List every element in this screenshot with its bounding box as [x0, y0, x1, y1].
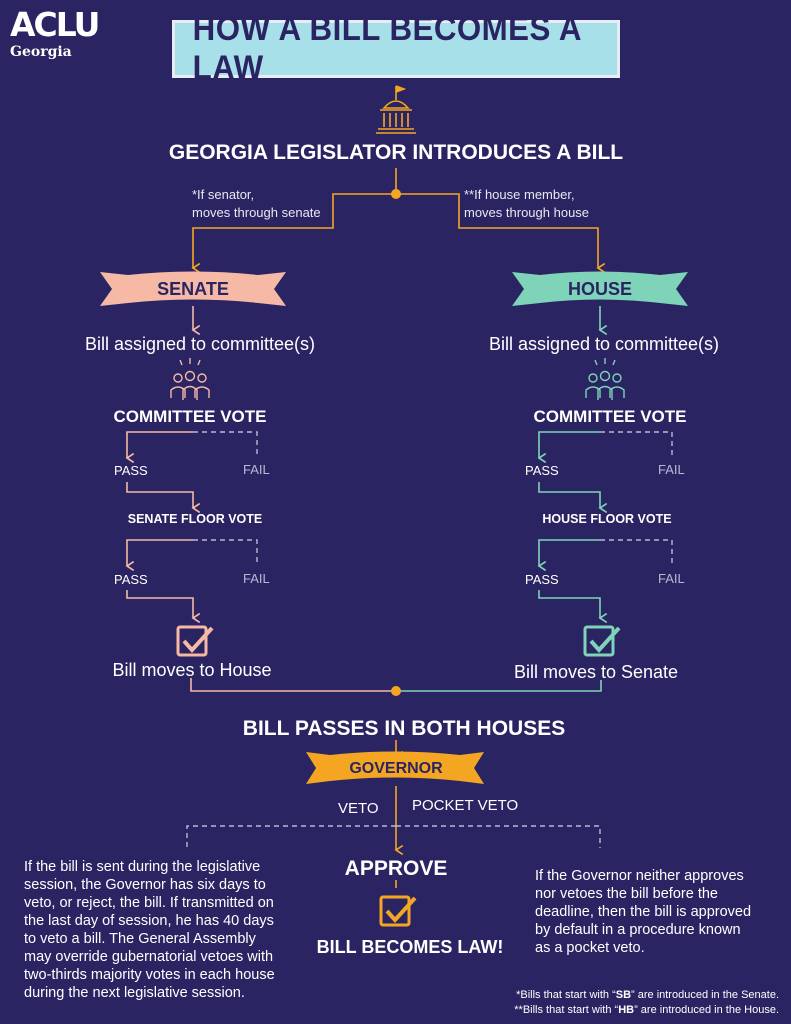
footnote-text: *Bills that start with “ — [516, 989, 616, 1001]
house-committee-assignment: Bill assigned to committee(s) — [488, 334, 720, 354]
senate-committee-group-icon — [171, 358, 209, 400]
pocket-veto-label: POCKET VETO — [412, 797, 519, 814]
aclu-logo: ACLU — [10, 5, 99, 44]
law-checkbox-check-icon — [381, 897, 415, 925]
veto-text-line: two-thirds majority votes in each house — [24, 967, 275, 983]
senate-banner-label: SENATE — [157, 279, 229, 299]
house-committee-vote: COMMITTEE VOTE — [533, 407, 687, 426]
both-houses-heading: BILL PASSES IN BOTH HOUSES — [242, 717, 566, 740]
footnote-sb — [514, 988, 779, 1003]
house-result: Bill moves to Senate — [513, 662, 679, 682]
footnote-code: SB — [615, 989, 632, 1001]
pocket-text-line: nor vetoes the bill before the — [535, 886, 718, 902]
pocket-text-line: by default in a procedure known — [535, 922, 741, 938]
veto-explanation — [24, 858, 324, 1002]
footnote-text: ” are introduced in the House. — [634, 1004, 779, 1016]
veto-text-line: may override gubernatorial vetoes with — [24, 949, 274, 965]
house-banner-label: HOUSE — [567, 279, 633, 299]
house-note — [464, 186, 589, 222]
senate-note-line: *If senator, — [192, 187, 255, 202]
page-title: HOW A BILL BECOMES A LAW — [192, 10, 581, 87]
house-note-line: **If house member, — [464, 187, 575, 202]
veto-text-line: session, the Governor has six days to — [24, 877, 266, 893]
footnote-text: **Bills that start with “ — [514, 1004, 619, 1016]
house-fail-2: FAIL — [658, 571, 685, 586]
veto-label: VETO — [338, 800, 379, 817]
veto-text-line: the last day of session, he has 40 days — [24, 913, 274, 929]
senate-fail-1: FAIL — [243, 462, 270, 477]
veto-text-line: to veto a bill. The General Assembly — [24, 931, 256, 947]
footnote-code: HB — [618, 1004, 635, 1016]
pocket-text-line: deadline, then the bill is approved — [535, 904, 752, 920]
pocket-veto-explanation — [535, 867, 775, 957]
senate-pass-1: PASS — [114, 463, 148, 478]
veto-text-line: If the bill is sent during the legislative — [24, 859, 261, 875]
senate-note-line: moves through senate — [192, 205, 321, 220]
aclu-logo-subtitle: Georgia — [10, 44, 72, 60]
house-fail-1: FAIL — [658, 462, 685, 477]
senate-fail-2: FAIL — [243, 571, 270, 586]
veto-text-line: veto, or reject, the bill. If transmitted on — [24, 895, 274, 911]
house-pass-2: PASS — [525, 572, 559, 587]
senate-result: Bill moves to House — [112, 660, 272, 680]
house-pass-1: PASS — [525, 463, 559, 478]
governor-banner-label: GOVERNOR — [349, 760, 443, 777]
title-box — [172, 10, 620, 87]
senate-floor-vote: SENATE FLOOR VOTE — [127, 512, 263, 526]
approve-heading: APPROVE — [344, 857, 448, 880]
house-floor-vote: HOUSE FLOOR VOTE — [542, 512, 672, 526]
capitol-icon — [376, 86, 416, 133]
house-note-line: moves through house — [464, 205, 590, 220]
footnote-text: ” are introduced in the Senate. — [631, 989, 779, 1001]
intro-heading: GEORGIA LEGISLATOR INTRODUCES A BILL — [168, 141, 624, 164]
house-committee-group-icon — [586, 358, 624, 400]
footnote-hb — [514, 1003, 779, 1018]
law-heading: BILL BECOMES LAW! — [316, 937, 504, 957]
senate-pass-2: PASS — [114, 572, 148, 587]
footnotes — [514, 988, 779, 1018]
pocket-text-line: If the Governor neither approves — [535, 868, 744, 884]
senate-checkbox-check-icon — [178, 627, 212, 655]
house-checkbox-check-icon — [585, 627, 619, 655]
senate-committee-assignment: Bill assigned to committee(s) — [84, 334, 316, 354]
veto-text-line: during the next legislative session. — [24, 985, 245, 1001]
pocket-text-line: as a pocket veto. — [535, 940, 645, 956]
senate-committee-vote: COMMITTEE VOTE — [113, 407, 267, 426]
senate-note — [192, 186, 321, 222]
